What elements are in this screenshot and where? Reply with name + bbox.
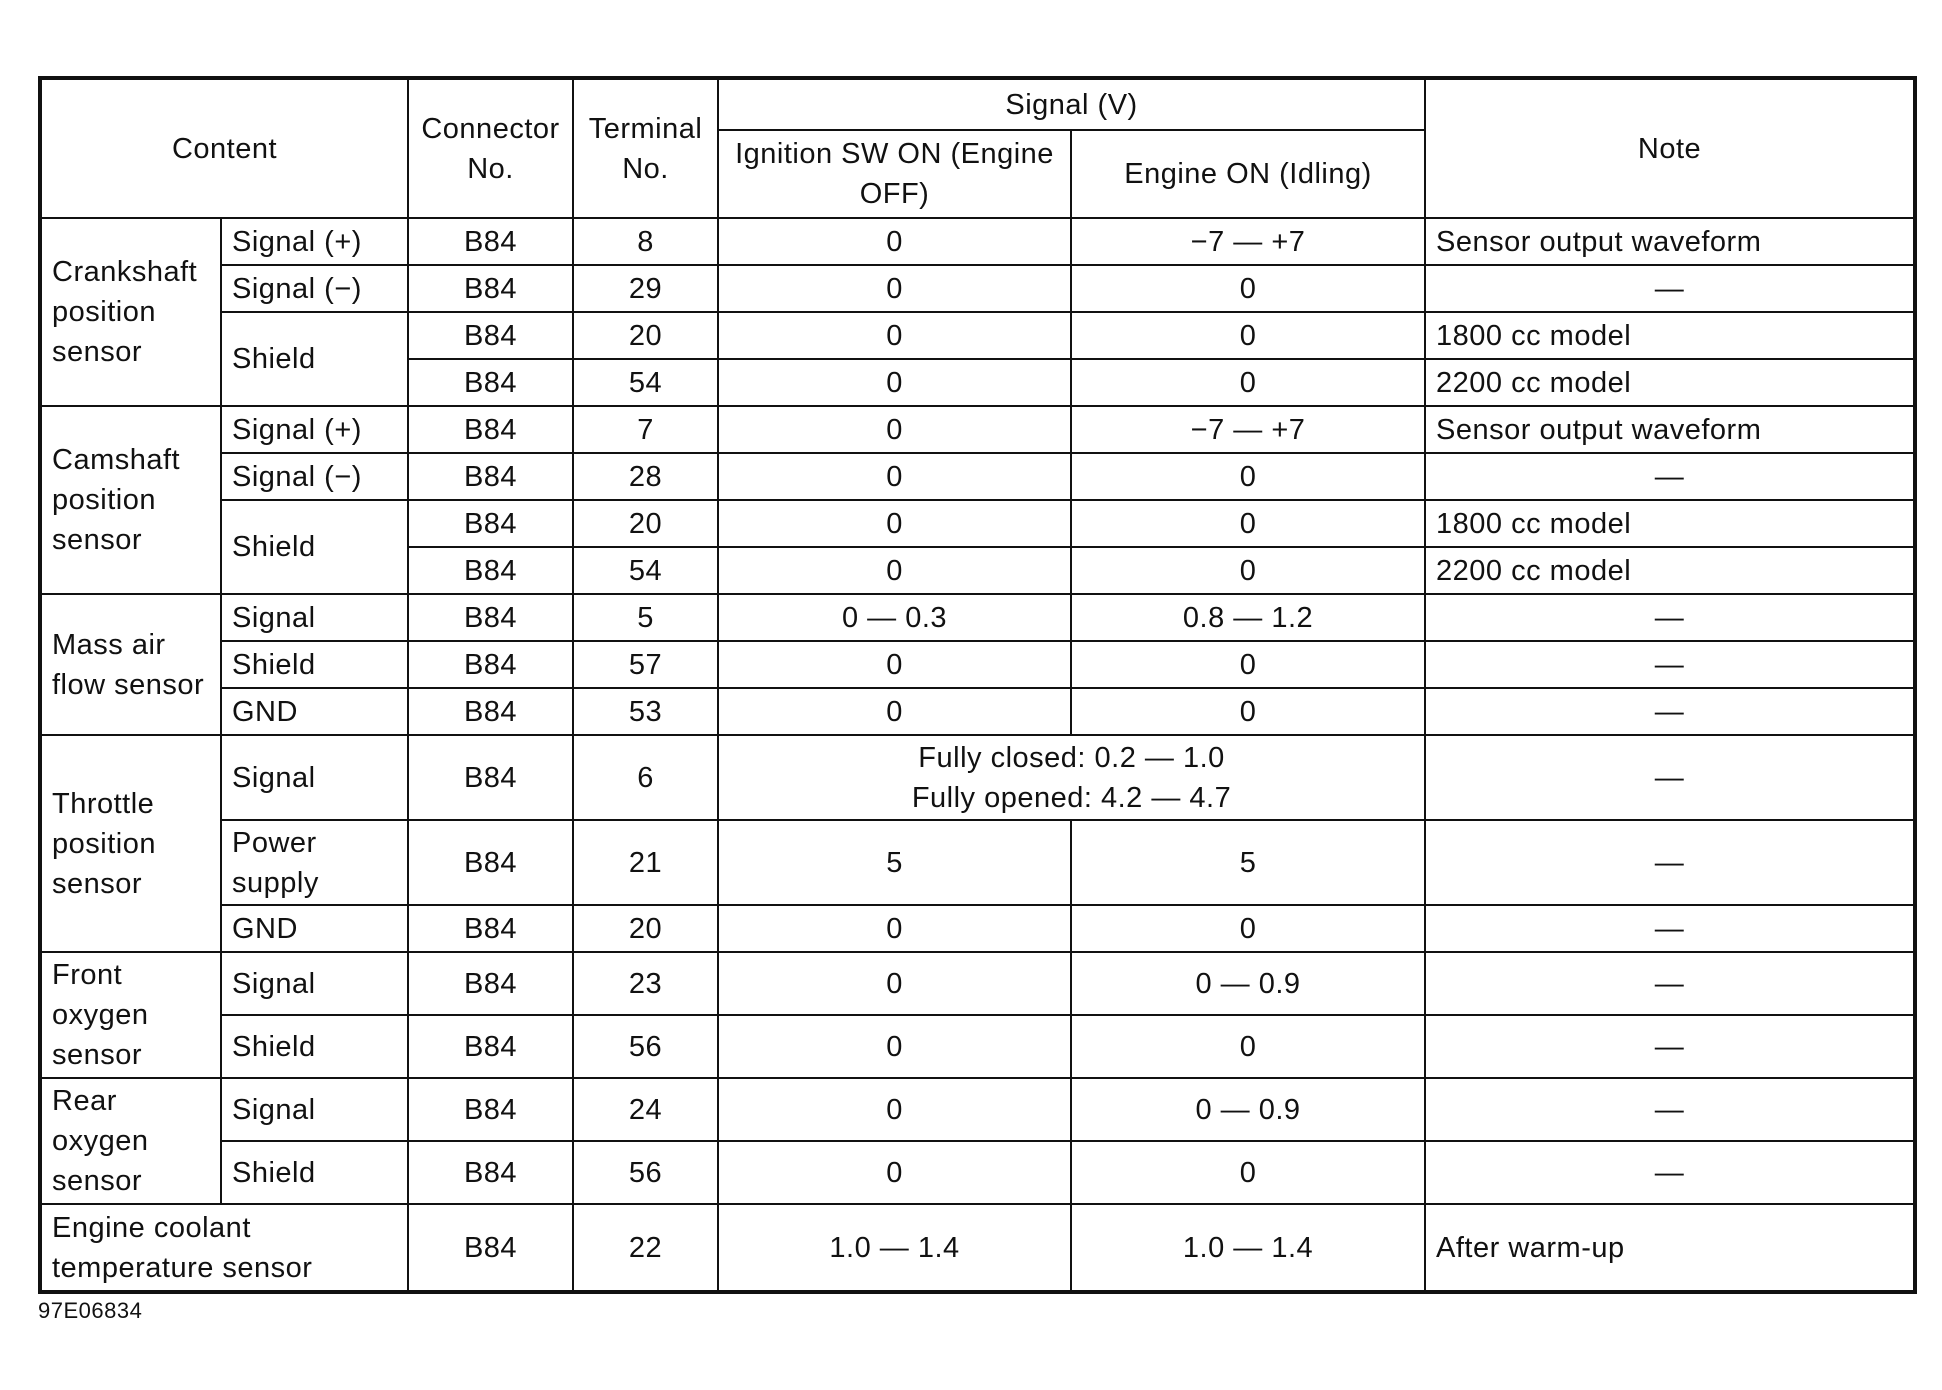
terminal-no: 8 <box>573 218 718 265</box>
connector-no: B84 <box>408 905 573 952</box>
sensor-name: Engine coolant temperature sensor <box>40 1204 408 1292</box>
ignition-value: 1.0 — 1.4 <box>718 1204 1071 1292</box>
terminal-no: 54 <box>573 359 718 406</box>
connector-no: B84 <box>408 453 573 500</box>
connector-no: B84 <box>408 641 573 688</box>
ignition-value: 0 <box>718 1015 1071 1078</box>
ignition-value: 0 — 0.3 <box>718 594 1071 641</box>
table-row <box>40 905 1915 952</box>
ignition-value: 0 <box>718 406 1071 453</box>
connector-no: B84 <box>408 594 573 641</box>
header-terminal-no: Terminal No. <box>573 78 718 218</box>
ignition-value: 0 <box>718 359 1071 406</box>
note: — <box>1425 735 1915 820</box>
ignition-value: 0 <box>718 500 1071 547</box>
engine-value: 1.0 — 1.4 <box>1071 1204 1425 1292</box>
engine-value: 0 <box>1071 265 1425 312</box>
note: — <box>1425 265 1915 312</box>
connector-no: B84 <box>408 952 573 1015</box>
item-label: GND <box>221 688 408 735</box>
item-label: Shield <box>221 500 408 594</box>
sensor-name: Front oxygen sensor <box>40 952 221 1078</box>
terminal-no: 57 <box>573 641 718 688</box>
engine-value: 0 <box>1071 547 1425 594</box>
item-label: Signal (−) <box>221 265 408 312</box>
sensor-name: Camshaft position sensor <box>40 406 221 594</box>
terminal-no: 54 <box>573 547 718 594</box>
table-row <box>40 688 1915 735</box>
note: 2200 cc model <box>1425 359 1915 406</box>
connector-no: B84 <box>408 1078 573 1141</box>
engine-value: 5 <box>1071 820 1425 905</box>
note: After warm-up <box>1425 1204 1915 1292</box>
item-label: Power supply <box>221 820 408 905</box>
table-body <box>40 218 1915 1292</box>
terminal-no: 53 <box>573 688 718 735</box>
table-row <box>40 1141 1915 1204</box>
note: 2200 cc model <box>1425 547 1915 594</box>
terminal-no: 5 <box>573 594 718 641</box>
item-label: Signal <box>221 594 408 641</box>
ignition-value: 0 <box>718 952 1071 1015</box>
item-label: Signal (−) <box>221 453 408 500</box>
header-ignition-sw-on: Ignition SW ON (Engine OFF) <box>718 130 1071 218</box>
sensor-name: Throttle position sensor <box>40 735 221 952</box>
header-signal: Signal (V) <box>718 78 1425 130</box>
signal-line: Fully closed: 0.2 — 1.0 <box>918 741 1225 774</box>
engine-value: 0 <box>1071 500 1425 547</box>
table-row <box>40 641 1915 688</box>
note: — <box>1425 820 1915 905</box>
table-row <box>40 735 1915 820</box>
ignition-value: 5 <box>718 820 1071 905</box>
item-label: Signal (+) <box>221 406 408 453</box>
note: — <box>1425 641 1915 688</box>
item-label: Shield <box>221 641 408 688</box>
connector-no: B84 <box>408 312 573 359</box>
engine-value: 0 <box>1071 1141 1425 1204</box>
connector-no: B84 <box>408 218 573 265</box>
ignition-value: 0 <box>718 641 1071 688</box>
ignition-value: 0 <box>718 218 1071 265</box>
engine-value: 0 <box>1071 312 1425 359</box>
note: — <box>1425 594 1915 641</box>
header-content: Content <box>40 78 408 218</box>
connector-no: B84 <box>408 1015 573 1078</box>
engine-value: 0 <box>1071 453 1425 500</box>
figure-code: 97E06834 <box>38 1298 143 1323</box>
note: 1800 cc model <box>1425 312 1915 359</box>
note: — <box>1425 952 1915 1015</box>
note: — <box>1425 1078 1915 1141</box>
item-label: Shield <box>221 1015 408 1078</box>
terminal-no: 20 <box>573 905 718 952</box>
engine-value: 0 — 0.9 <box>1071 1078 1425 1141</box>
table-row <box>40 1078 1915 1141</box>
note: — <box>1425 1015 1915 1078</box>
note: — <box>1425 905 1915 952</box>
table-row <box>40 1204 1915 1292</box>
connector-no: B84 <box>408 820 573 905</box>
ignition-value: 0 <box>718 1141 1071 1204</box>
ignition-value: 0 <box>718 688 1071 735</box>
terminal-no: 56 <box>573 1141 718 1204</box>
item-label: Signal (+) <box>221 218 408 265</box>
ignition-value: 0 <box>718 1078 1071 1141</box>
connector-no: B84 <box>408 265 573 312</box>
engine-value: −7 — +7 <box>1071 218 1425 265</box>
terminal-no: 21 <box>573 820 718 905</box>
engine-value: 0 <box>1071 688 1425 735</box>
engine-value: 0.8 — 1.2 <box>1071 594 1425 641</box>
note: Sensor output waveform <box>1425 406 1915 453</box>
terminal-no: 20 <box>573 312 718 359</box>
ignition-value: 0 <box>718 905 1071 952</box>
table-row <box>40 500 1915 547</box>
item-label: Signal <box>221 952 408 1015</box>
header-engine-on: Engine ON (Idling) <box>1071 130 1425 218</box>
table-row <box>40 312 1915 359</box>
engine-value: 0 — 0.9 <box>1071 952 1425 1015</box>
terminal-no: 20 <box>573 500 718 547</box>
terminal-no: 24 <box>573 1078 718 1141</box>
table-row <box>40 820 1915 905</box>
terminal-no: 56 <box>573 1015 718 1078</box>
note: 1800 cc model <box>1425 500 1915 547</box>
signal-table <box>38 76 1917 1294</box>
table-row <box>40 218 1915 265</box>
terminal-no: 7 <box>573 406 718 453</box>
sensor-name: Mass air flow sensor <box>40 594 221 735</box>
terminal-no: 28 <box>573 453 718 500</box>
header-connector-no: Connector No. <box>408 78 573 218</box>
terminal-no: 6 <box>573 735 718 820</box>
merged-signal-cell <box>718 735 1425 820</box>
connector-no: B84 <box>408 1204 573 1292</box>
engine-value: 0 <box>1071 641 1425 688</box>
terminal-no: 22 <box>573 1204 718 1292</box>
connector-no: B84 <box>408 500 573 547</box>
item-label: Shield <box>221 1141 408 1204</box>
table-row <box>40 952 1915 1015</box>
header-note: Note <box>1425 78 1915 218</box>
note: — <box>1425 688 1915 735</box>
connector-no: B84 <box>408 688 573 735</box>
signal-line: Fully opened: 4.2 — 4.7 <box>911 781 1232 814</box>
table-row <box>40 1015 1915 1078</box>
ignition-value: 0 <box>718 453 1071 500</box>
table-row <box>40 453 1915 500</box>
item-label: GND <box>221 905 408 952</box>
engine-value: 0 <box>1071 905 1425 952</box>
ignition-value: 0 <box>718 312 1071 359</box>
engine-value: 0 <box>1071 359 1425 406</box>
item-label: Signal <box>221 1078 408 1141</box>
connector-no: B84 <box>408 1141 573 1204</box>
connector-no: B84 <box>408 359 573 406</box>
sensor-name: Rear oxygen sensor <box>40 1078 221 1204</box>
connector-no: B84 <box>408 406 573 453</box>
terminal-no: 29 <box>573 265 718 312</box>
note: — <box>1425 1141 1915 1204</box>
ignition-value: 0 <box>718 547 1071 594</box>
table-row <box>40 594 1915 641</box>
item-label: Shield <box>221 312 408 406</box>
table-row <box>40 406 1915 453</box>
sensor-name: Crankshaft position sensor <box>40 218 221 406</box>
terminal-no: 23 <box>573 952 718 1015</box>
note: — <box>1425 453 1915 500</box>
ignition-value: 0 <box>718 265 1071 312</box>
engine-value: −7 — +7 <box>1071 406 1425 453</box>
note: Sensor output waveform <box>1425 218 1915 265</box>
table-row <box>40 265 1915 312</box>
engine-value: 0 <box>1071 1015 1425 1078</box>
item-label: Signal <box>221 735 408 820</box>
connector-no: B84 <box>408 735 573 820</box>
connector-no: B84 <box>408 547 573 594</box>
